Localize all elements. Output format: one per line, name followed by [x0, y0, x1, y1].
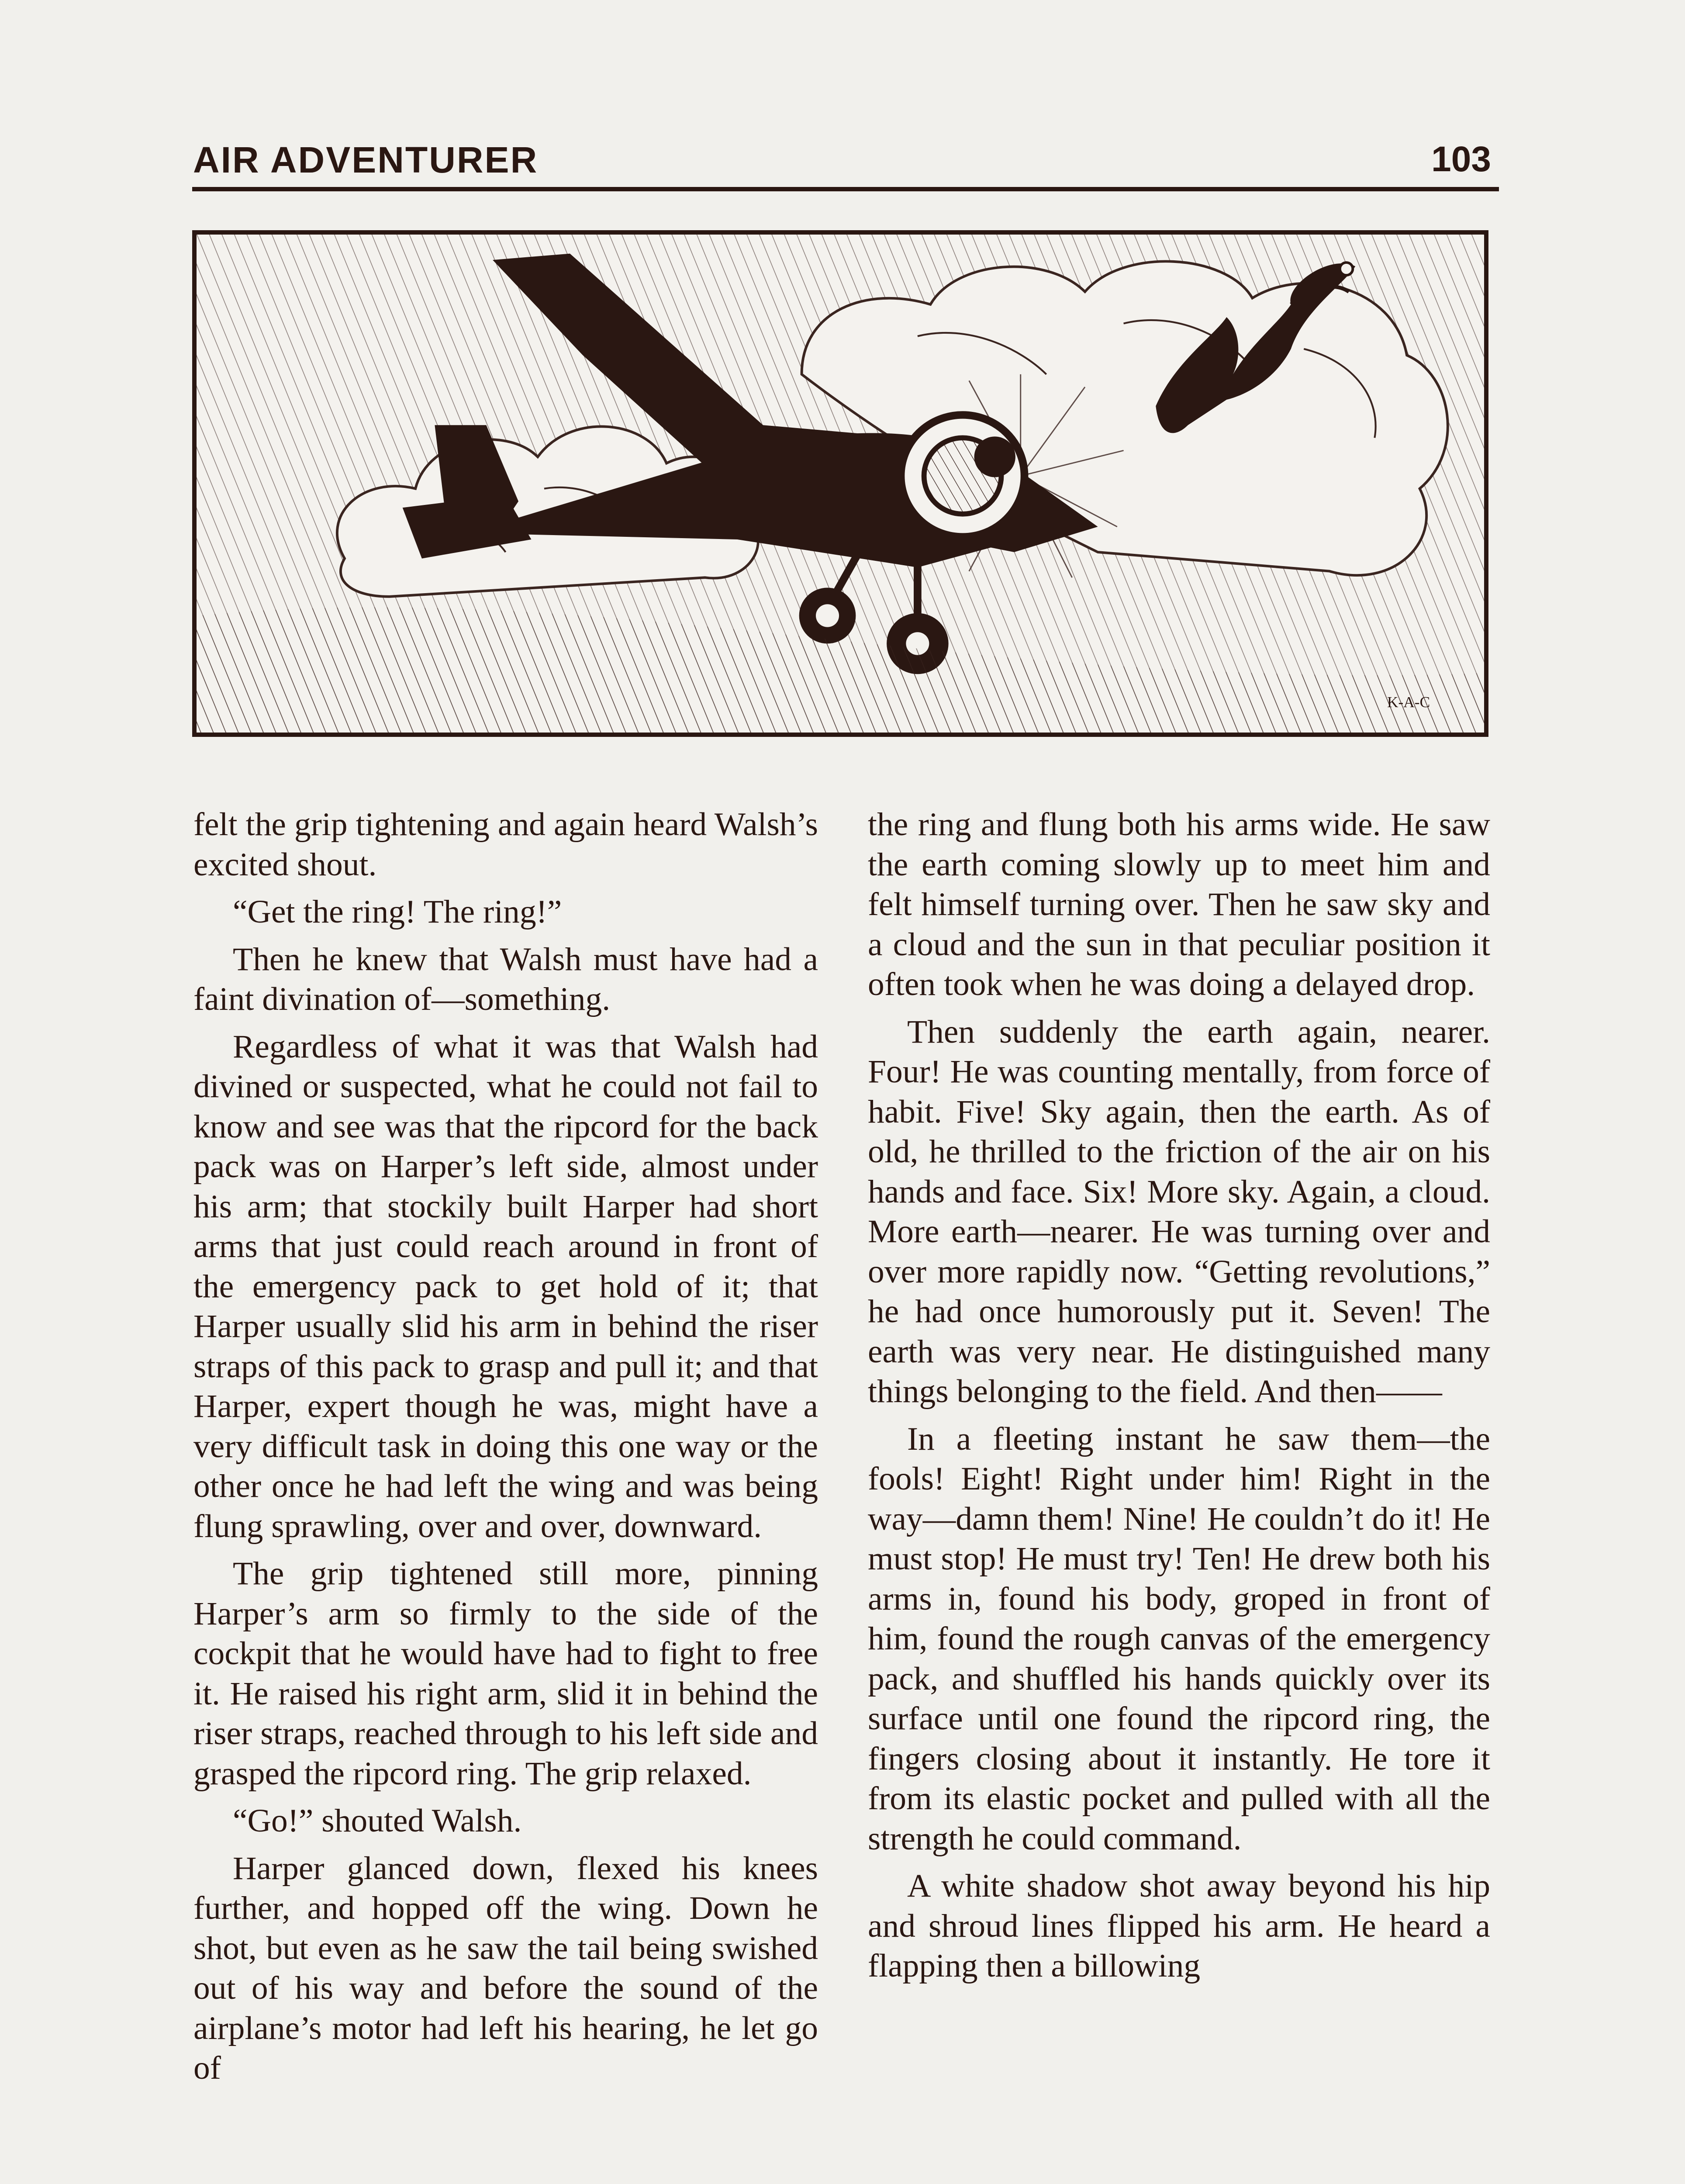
- artist-signature: K-A-C: [1387, 694, 1430, 711]
- paragraph: A white shadow shot away beyond his hip and shroud lines flipped his arm. He heard a flapping then a billowing: [868, 1868, 1490, 1984]
- paragraph: “Get the ring! The ring!”: [233, 894, 562, 930]
- header-rule: [192, 187, 1499, 191]
- running-title: AIR ADVENTURER: [193, 139, 539, 180]
- page-number: 103: [1431, 139, 1491, 179]
- paragraph: “Go!” shouted Walsh.: [233, 1803, 522, 1839]
- airplane-eagle-drawing: [197, 235, 1484, 733]
- airplane-illustration: [192, 230, 1488, 737]
- paragraph: Regardless of what it was that Walsh had divined or suspected, what he could not fail to know and see was that the ripcord for the back pack was on Harper’s left side, almost under his arm; that stockily built Harper had short arms that just could reach around in front of the emergency pack to get hold of it; that Harper usually slid his arm in behind the riser straps of this pack to grasp and pull it; and that Harper, expert though he was, might have a very difficult task in doing this one way or the other once he had left the wing and was being flung sprawling, over and over, downward.: [193, 1028, 818, 1545]
- paragraph: Harper glanced down, flexed his knees further, and hopped off the wing. Down he shot, but even as he saw the tail being swished out of his way and before the sound of the airplane’s motor had left his hearing, he let go of: [193, 1850, 818, 2086]
- paragraph: the ring and flung both his arms wide. He saw the earth coming slowly up to meet him and felt himself turning over. Then he saw sky and a cloud and the sun in that peculiar position it often took when he was doing a delayed drop.: [868, 806, 1490, 1002]
- paragraph: Then suddenly the earth again, nearer. Four! He was counting mentally, from force of habit. Five! Sky again, then the earth. As of old, he thrilled to the friction of the air on his hands and face. Six! More sky. Again, a cloud. More earth—nearer. He was turning over and over more rapidly now. “Getting revolutions,” he had once humorously put it. Seven! The earth was very near. He distinguished many things belonging to the field. And then——: [868, 1013, 1490, 1410]
- paragraph: felt the grip tightening and again heard Walsh’s excited shout.: [193, 806, 818, 883]
- paragraph: In a fleeting instant he saw them—the fools! Eight! Right under him! Right in the way—damn them! Nine! He couldn’t do it! He must stop! He must try! Ten! He drew both his arms in, found his body, groped in front of him, found the rough canvas of the emergency pack, and shuffled his hands quickly over its surface until one found the ripcord ring, the fingers closing about it instantly. He tore it from its elastic pocket and pulled with all the strength he could command.: [868, 1420, 1490, 1857]
- paragraph: Then he knew that Walsh must have had a faint divination of—something.: [193, 941, 818, 1017]
- text-column-right: [868, 805, 1490, 1994]
- running-header: [192, 139, 1498, 187]
- text-column-left: [193, 805, 818, 2096]
- paragraph: The grip tightened still more, pinning Harper’s arm so firmly to the side of the cockpit that he would have had to fight to free it. He raised his right arm, slid it in behind the riser straps, reached through to his left side and grasped the ripcord ring. The grip relaxed.: [193, 1555, 818, 1792]
